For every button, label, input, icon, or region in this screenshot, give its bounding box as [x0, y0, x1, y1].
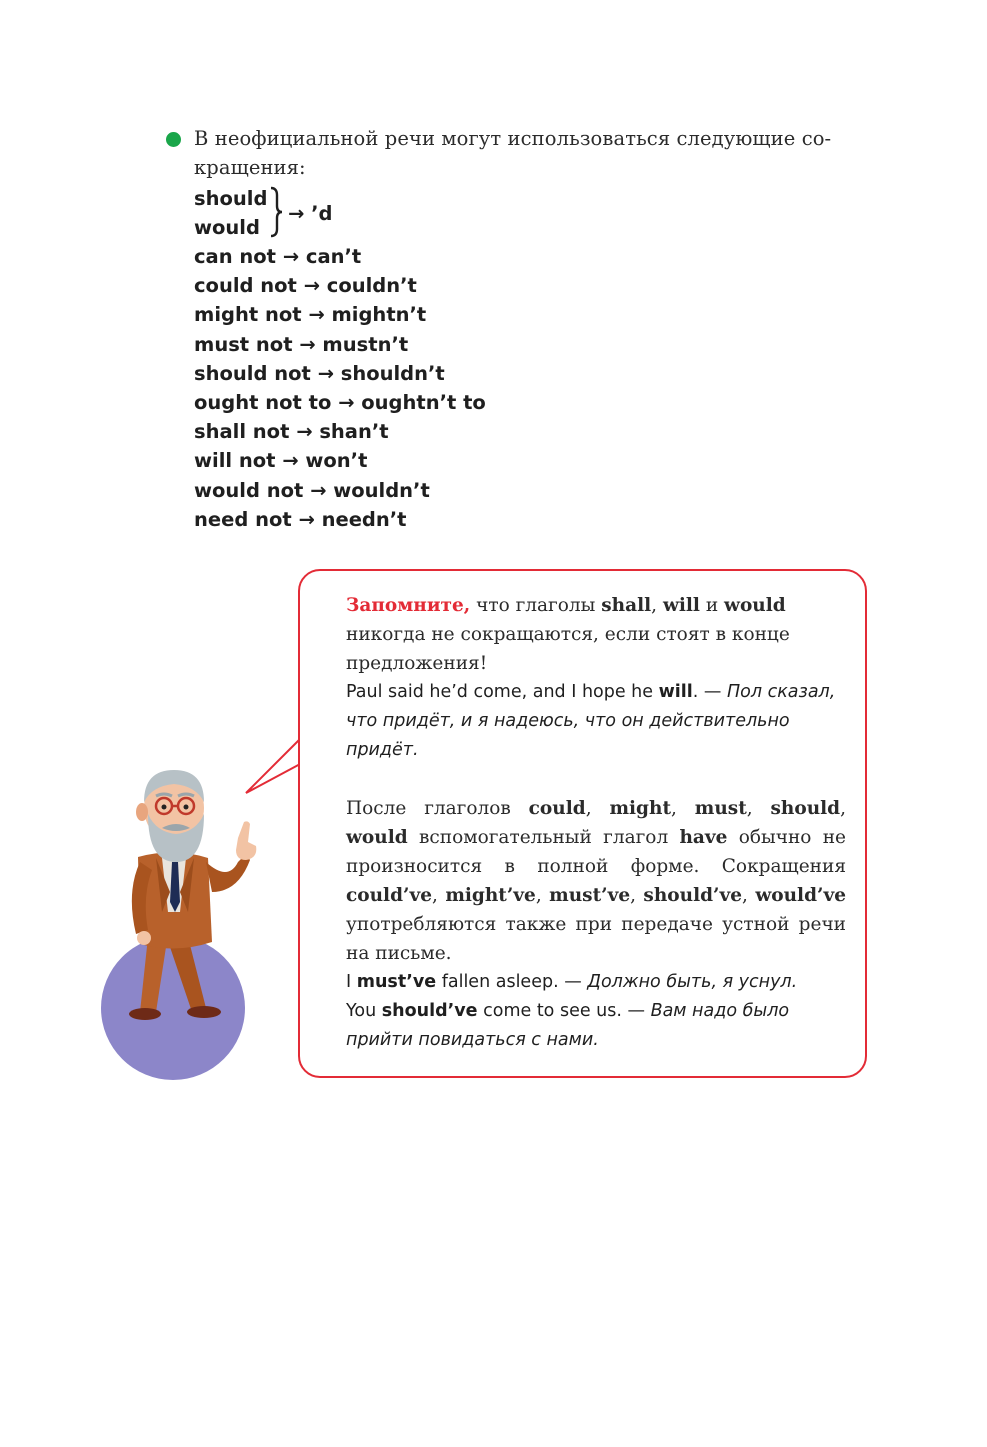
term-wouldve: would’ve: [755, 885, 846, 906]
intro-text: [194, 124, 874, 182]
term-have: have: [679, 827, 728, 848]
text: никогда не сокращаются, если стоят в конце предложения!: [346, 624, 790, 674]
remember-label: Запомните,: [346, 595, 471, 616]
callout-body: [346, 591, 846, 1055]
example-translation: Пол сказал, что придёт, и я надеюсь, что он действительно придёт.: [346, 682, 836, 760]
example-en: I: [346, 972, 357, 992]
text: ,: [746, 798, 771, 819]
contraction-row: need not → needn’t: [194, 507, 407, 531]
text: ,: [742, 885, 756, 906]
example-en: Paul said he’d come, and I hope he: [346, 682, 659, 702]
text: вспомогательный глагол: [407, 827, 680, 848]
text: употребляются также при передаче устной речи на письме.: [346, 914, 846, 964]
contraction-row: will not → won’t: [194, 449, 368, 473]
example-en: fallen asleep. —: [436, 972, 588, 992]
callout-paragraph-2: [346, 794, 846, 968]
pair-word-should: should: [194, 187, 268, 210]
term-should: should: [770, 798, 841, 819]
example-translation: Должно быть, я уснул.: [587, 972, 798, 992]
intro-line-2: кращения:: [194, 156, 306, 179]
contraction-row: ought not to → oughtn’t to: [194, 391, 486, 415]
term-could: could: [528, 798, 586, 819]
contraction-row: should not → shouldn’t: [194, 361, 445, 385]
callout-paragraph-1: [346, 591, 846, 678]
text: ,: [535, 885, 550, 906]
pair-word-would: would: [194, 216, 260, 239]
intro-line-1: В неофициальной речи могут использоваться следующие со-: [194, 127, 832, 150]
text: ,: [585, 798, 610, 819]
remember-callout: [298, 569, 867, 1078]
example-en: come to see us. —: [477, 1001, 651, 1021]
purple-circle: [101, 936, 245, 1080]
term-couldve: could’ve: [346, 885, 432, 906]
term-mightve: might’ve: [445, 885, 536, 906]
text: и: [699, 595, 725, 616]
text: ,: [630, 885, 644, 906]
example-bold: should’ve: [381, 1001, 478, 1021]
contraction-row: could not → couldn’t: [194, 274, 417, 298]
bullet-dot: [166, 132, 181, 147]
term-mustve: must’ve: [549, 885, 631, 906]
contraction-row: shall not → shan’t: [194, 420, 389, 444]
term-will: will: [662, 595, 700, 616]
text: ,: [840, 798, 847, 819]
term-shouldve: should’ve: [643, 885, 743, 906]
text: ,: [651, 595, 663, 616]
example-bold: will: [658, 682, 693, 702]
curly-brace-icon: [268, 186, 284, 238]
text: обычно не произносится в полной форме. Сокращения: [346, 827, 846, 877]
should-would-pair: [194, 184, 394, 242]
term-would: would: [724, 595, 786, 616]
example-2: [346, 968, 846, 997]
text: ,: [671, 798, 695, 819]
example-bold: must’ve: [356, 972, 437, 992]
example-1: [346, 678, 846, 765]
text: ,: [431, 885, 446, 906]
contractions-list: [194, 184, 486, 534]
term-shall: shall: [601, 595, 652, 616]
example-3: [346, 997, 846, 1055]
example-dash: . —: [692, 682, 727, 702]
text: После глаголов: [346, 798, 529, 819]
example-en: You: [346, 1001, 382, 1021]
term-must: must: [694, 798, 747, 819]
term-would: would: [346, 827, 408, 848]
professor-illustration: [100, 762, 270, 1092]
pair-result: → ’d: [288, 202, 333, 225]
contraction-row: must not → mustn’t: [194, 332, 409, 356]
example-translation: Вам надо было прийти повидаться с нами.: [346, 1001, 790, 1050]
contraction-row: might not → mightn’t: [194, 303, 427, 327]
contraction-row: can not → can’t: [194, 245, 362, 268]
text: что глаголы: [470, 595, 602, 616]
term-might: might: [609, 798, 671, 819]
contraction-row: would not → wouldn’t: [194, 478, 430, 502]
